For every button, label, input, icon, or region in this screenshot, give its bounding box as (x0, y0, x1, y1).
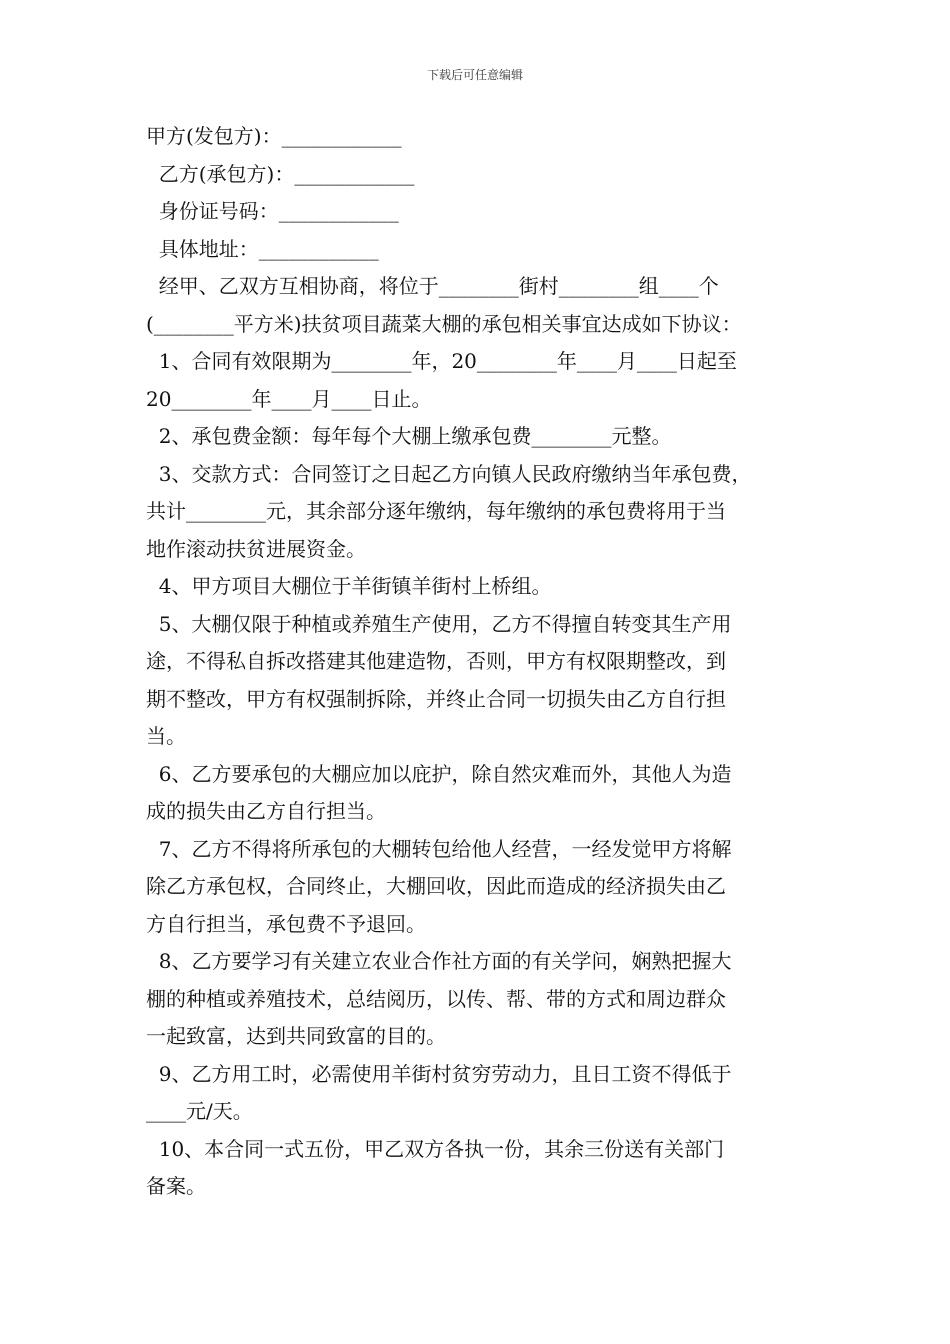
clause-1-line-2: 20________年____月____日止。 (146, 386, 432, 411)
clause-7-line-3: 方自行担当，承包费不予退回。 (146, 911, 426, 936)
clause-6-line-2: 成的损失由乙方自行担当。 (146, 799, 386, 823)
address-line: 具体地址：____________ (146, 236, 379, 261)
clause-5-line-1: 5、大棚仅限于种植或养殖生产使用，乙方不得擅自转变其生产用 (146, 611, 732, 636)
contract-body (146, 118, 816, 1206)
clause-8-line-1: 8、乙方要学习有关建立农业合作社方面的有关学问，娴熟把握大 (146, 949, 732, 973)
clause-8-line-2: 棚的种植或养殖技术，总结阅历，以传、帮、带的方式和周边群众 (146, 986, 726, 1011)
clause-6-line-1: 6、乙方要承包的大棚应加以庇护，除自然灾难而外，其他人为造 (146, 761, 732, 786)
preamble-line-2: (________平方米)扶贫项目蔬菜大棚的承包相关事宜达成如下协议： (146, 311, 742, 336)
clause-7-line-1: 7、乙方不得将所承包的大棚转包给他人经营，一经发觉甲方将解 (146, 836, 732, 861)
clause-9-line-1: 9、乙方用工时，必需使用羊街村贫穷劳动力，且日工资不得低于 (146, 1061, 732, 1086)
party-a-line: 甲方(发包方)：____________ (146, 124, 402, 148)
clause-9-line-2: ____元/天。 (146, 1099, 253, 1123)
id-number-line: 身份证号码：____________ (146, 199, 399, 223)
clause-10-line-1: 10、本合同一式五份，甲乙双方各执一份，其余三份送有关部门 (146, 1136, 725, 1161)
clause-2-line-1: 2、承包费金额：每年每个大棚上缴承包费________元整。 (146, 424, 672, 448)
clause-1-line-1: 1、合同有效限期为________年，20________年____月____日起至 (146, 349, 737, 373)
preamble-line-1: 经甲、乙双方互相协商，将位于________街村________组____个 (146, 274, 719, 298)
clause-10-line-2: 备案。 (146, 1174, 206, 1198)
clause-3-line-3: 地作滚动扶贫进展资金。 (146, 536, 366, 561)
clause-5-line-2: 途，不得私自拆改搭建其他建造物，否则，甲方有权限期整改，到 (146, 649, 726, 673)
page-header-note: 下载后可任意编辑 (426, 68, 523, 82)
clause-5-line-3: 期不整改，甲方有权强制拆除，并终止合同一切损失由乙方自行担 (146, 686, 726, 711)
party-b-line: 乙方(承包方)：____________ (146, 161, 415, 186)
clause-3-line-2: 共计________元，其余部分逐年缴纳，每年缴纳的承包费将用于当 (146, 499, 726, 523)
clause-5-line-4: 当。 (146, 724, 186, 748)
clause-3-line-1: 3、交款方式：合同签订之日起乙方向镇人民政府缴纳当年承包费， (146, 461, 752, 486)
clause-8-line-3: 一起致富，达到共同致富的目的。 (146, 1024, 446, 1048)
clause-7-line-2: 除乙方承包权，合同终止，大棚回收，因此而造成的经济损失由乙 (146, 874, 726, 898)
clause-4-line-1: 4、甲方项目大棚位于羊街镇羊街村上桥组。 (146, 574, 552, 598)
